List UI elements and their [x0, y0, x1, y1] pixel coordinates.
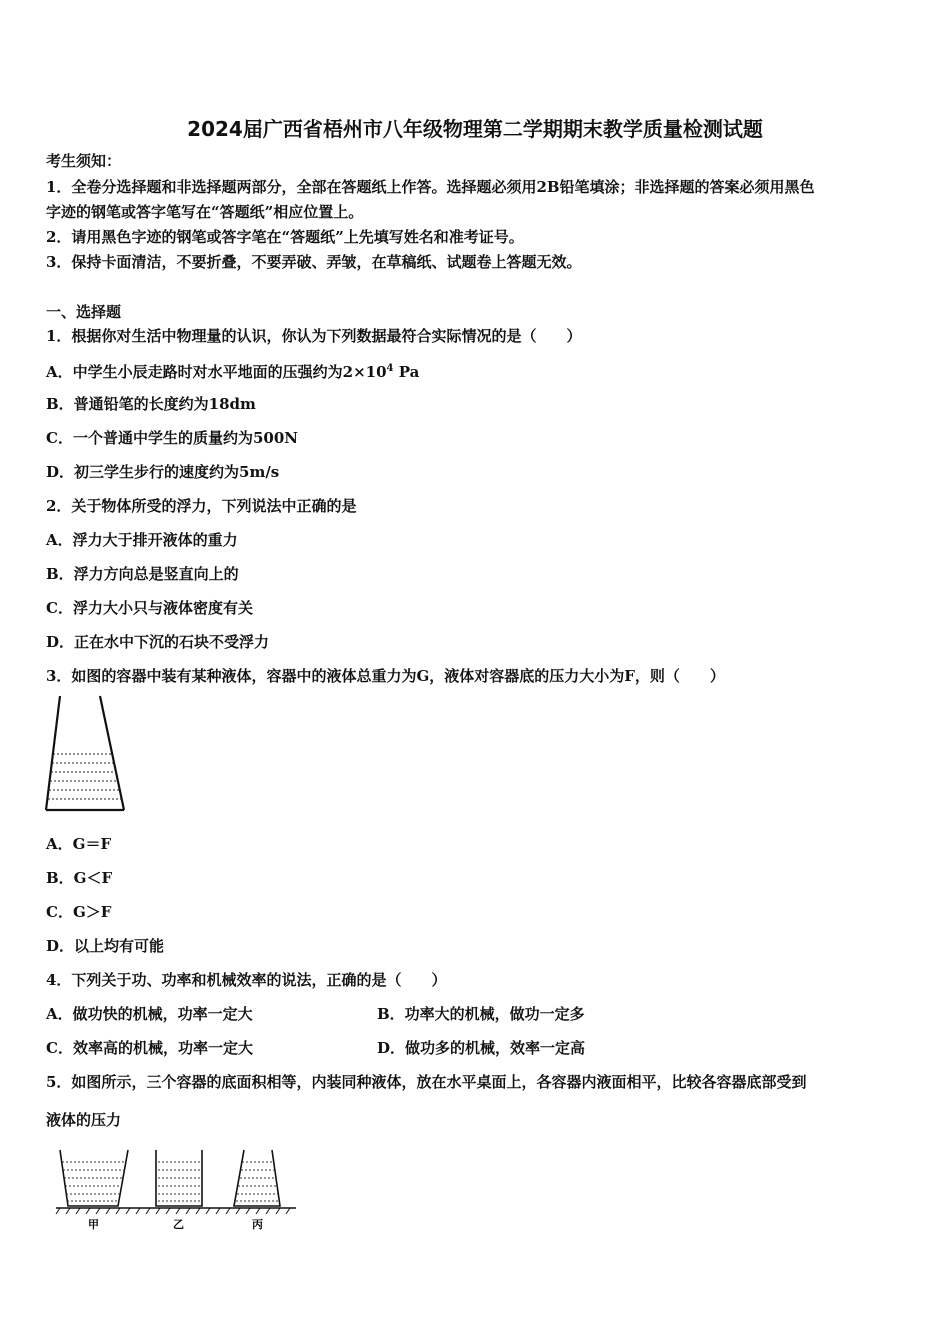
notice-line-2: 2．请用黑色字迹的钢笔或答字笔在“答题纸”上先填写姓名和准考证号。: [46, 228, 524, 246]
q2-option-b: B．浮力方向总是竖直向上的: [46, 565, 239, 583]
q1-stem: 1．根据你对生活中物理量的认识，你认为下列数据最符合实际情况的是（ ）: [46, 327, 582, 345]
notice-line-1: 1．全卷分选择题和非选择题两部分，全部在答题纸上作答。选择题必须用2B铅笔填涂；非选择题的答案必须用黑色: [46, 178, 815, 196]
q1-option-a-unit: Pa: [393, 363, 420, 381]
q2-option-c: C．浮力大小只与液体密度有关: [46, 599, 253, 617]
q1-option-a: [46, 359, 419, 382]
notice-line-1b: 字迹的钢笔或答字笔写在“答题纸”相应位置上。: [46, 203, 364, 221]
q5-stem-line-1: 5．如图所示，三个容器的底面积相等，内装同种液体，放在水平桌面上，各容器内液面相平，比较各容器底部受到: [46, 1073, 807, 1091]
q2-option-d: D．正在水中下沉的石块不受浮力: [46, 633, 270, 651]
q1-option-b: B．普通铅笔的长度约为18dm: [46, 395, 256, 413]
q5-containers-figure: [52, 1148, 302, 1234]
q3-option-b: B．G＜F: [46, 869, 113, 887]
notice-heading: 考生须知：: [46, 152, 122, 170]
q1-option-a-text: A．中学生小辰走路时对水平地面的压强约为2×10: [46, 363, 387, 381]
section-heading: 一、选择题: [46, 303, 122, 321]
notice-line-3: 3．保持卡面清洁，不要折叠，不要弄破、弄皱，在草稿纸、试题卷上答题无效。: [46, 253, 582, 271]
label-jia: 甲: [88, 1218, 99, 1231]
q4-option-b: B．功率大的机械，做功一定多: [377, 1005, 585, 1023]
label-yi: 乙: [173, 1218, 184, 1231]
q3-stem: 3．如图的容器中装有某种液体，容器中的液体总重力为G，液体对容器底的压力大小为F，则（ ）: [46, 667, 725, 685]
q4-option-d: D．做功多的机械，效率一定高: [377, 1039, 586, 1057]
q4-stem: 4．下列关于功、功率和机械效率的说法，正确的是（ ）: [46, 971, 447, 989]
q5-stem-line-2: 液体的压力: [46, 1111, 122, 1129]
q1-option-a-exponent: 4: [386, 363, 394, 374]
q4-option-c: C．效率高的机械，功率一定大: [46, 1039, 253, 1057]
label-bing: 丙: [252, 1218, 263, 1231]
q4-option-a: A．做功快的机械，功率一定大: [46, 1005, 253, 1023]
q3-option-a: A．G＝F: [46, 835, 112, 853]
q2-option-a: A．浮力大于排开液体的重力: [46, 531, 238, 549]
q2-stem: 2．关于物体所受的浮力，下列说法中正确的是: [46, 497, 357, 515]
q3-container-figure: [44, 694, 128, 814]
q1-option-d: D．初三学生步行的速度约为5m/s: [46, 463, 280, 481]
page-title: 2024届广西省梧州市八年级物理第二学期期末教学质量检测试题: [187, 117, 763, 141]
q1-option-c: C．一个普通中学生的质量约为500N: [46, 429, 298, 447]
q3-option-c: C．G＞F: [46, 903, 112, 921]
q3-option-d: D．以上均有可能: [46, 937, 165, 955]
